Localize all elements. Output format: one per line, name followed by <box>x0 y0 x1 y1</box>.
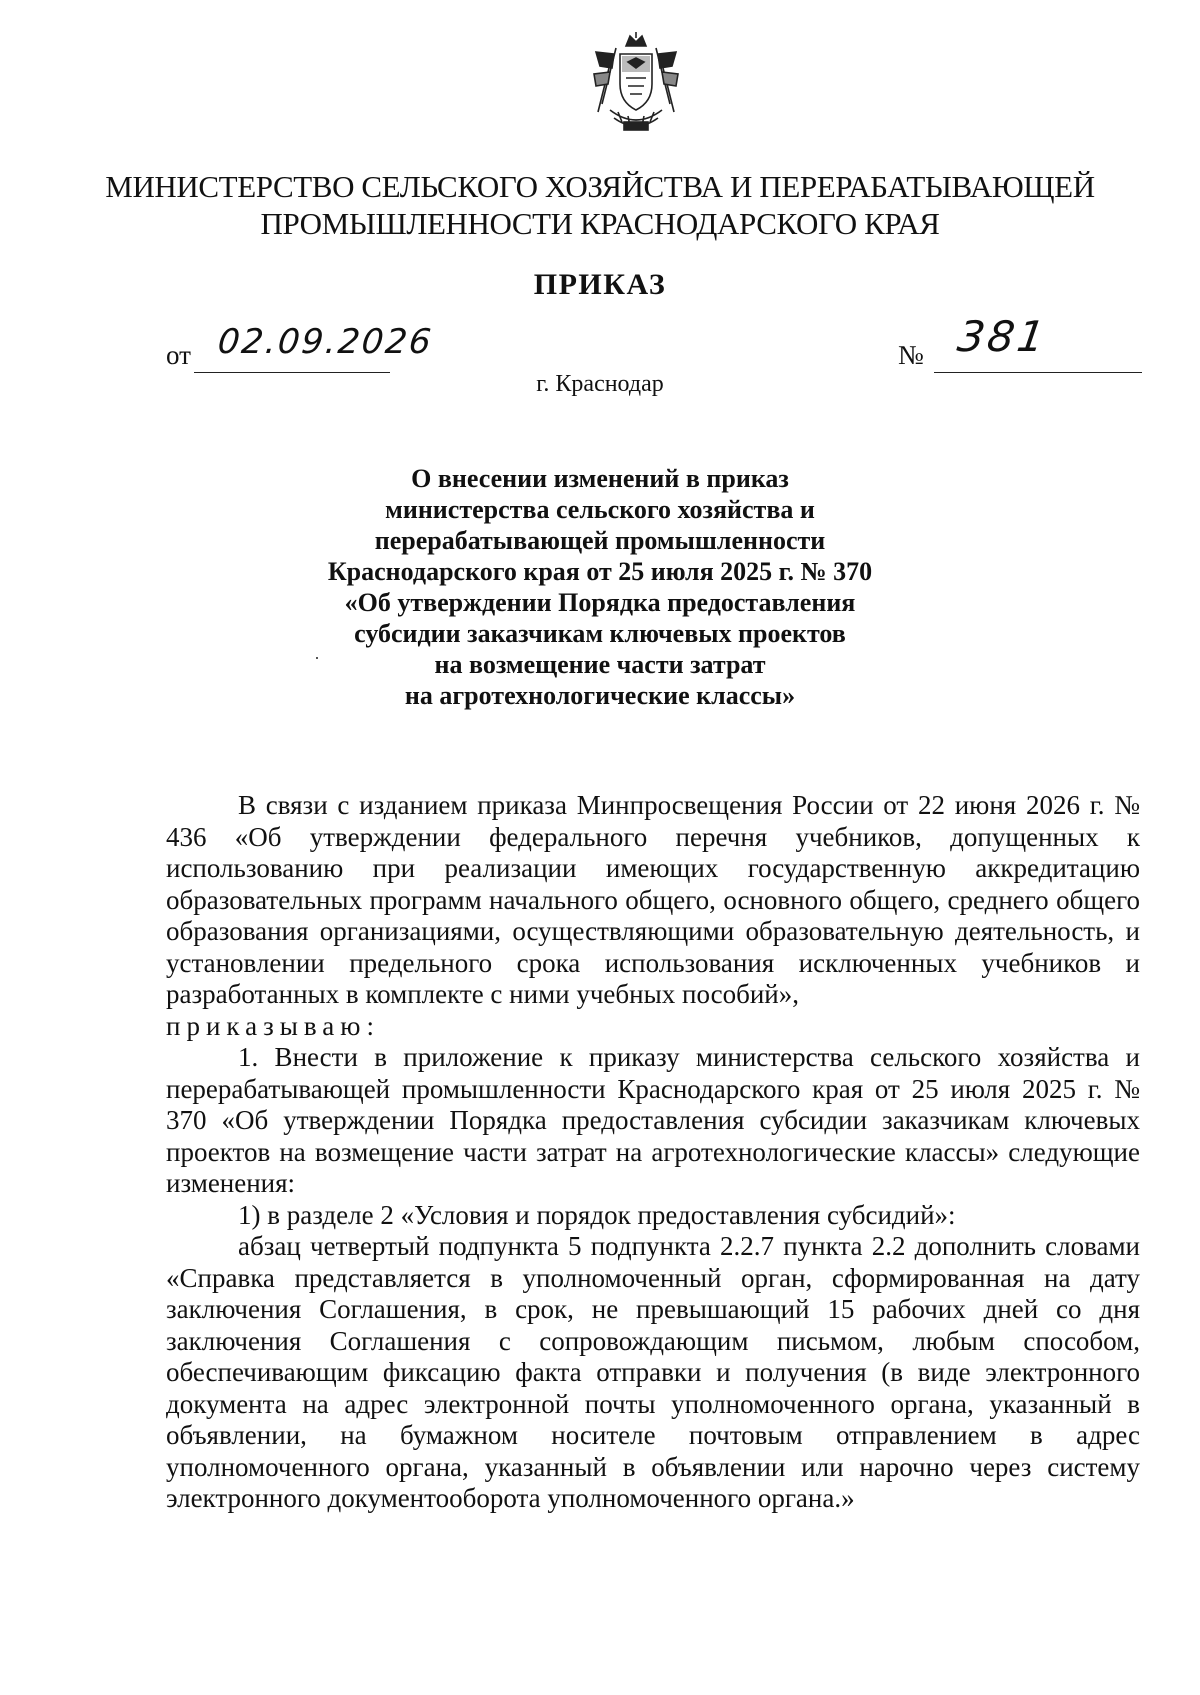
order-subject <box>200 463 1000 711</box>
coat-of-arms-icon <box>588 32 684 136</box>
ministry-name <box>100 168 1100 242</box>
order-word: приказываю: <box>166 1010 380 1041</box>
body-paragraph-item-1: 1. Внести в приложение к приказу министерства сельского хозяйства и перерабатывающей промышленности Краснодарского края от 25 июля 2025 г. № 370 «Об утверждении Порядка предоставления субсидии заказчикам ключевых проектов на возмещение части затрат на агротехнологические классы» следующие изменения: <box>166 1042 1140 1198</box>
number-prefix: № <box>898 340 924 370</box>
ministry-line-2: ПРОМЫШЛЕННОСТИ КРАСНОДАРСКОГО КРАЯ <box>260 206 940 241</box>
order-body <box>166 790 1140 1515</box>
scan-speck <box>316 657 318 659</box>
ministry-line-1: МИНИСТЕРСТВО СЕЛЬСКОГО ХОЗЯЙСТВА И ПЕРЕРАБАТЫВАЮЩЕЙ <box>105 169 1095 204</box>
city: г. Краснодар <box>536 371 664 397</box>
body-paragraph-preamble: В связи с изданием приказа Минпросвещения России от 22 июня 2026 г. № 436 «Об утверждении федерального перечня учебников, допущенных к использованию при реализации имеющих государственную аккредитацию образовательных программ начального общего, основного общего, среднего общего образования организациями, осуществляющими образовательную деятельность, и установлении предельного срока использования исключенных учебников и разработанных в комплекте с ними учебных пособий», <box>166 790 1140 1009</box>
handwritten-date: 02.09.2026 <box>215 322 435 362</box>
body-paragraph-amendment: абзац четвертый подпункта 5 подпункта 2.2.7 пункта 2.2 дополнить словами «Справка представляется в уполномоченный орган, сформированная на дату заключения Соглашения, в срок, не превышающий 15 рабочих дней со дня заключения Соглашения с сопровождающим письмом, любым способом, обеспечивающим фиксацию факта отправки и получения (в виде электронного документа на адрес электронной почты уполномоченного органа, указанный в объявлении, на бумажном носителе почтовым отправлением в адрес уполномоченного органа, указанный в объявлении или нарочно через систему электронного документооборота уполномоченного органа.» <box>166 1231 1140 1513</box>
date-prefix: от <box>166 340 191 370</box>
subject-line: на агротехнологические классы» <box>404 681 796 710</box>
subject-line: министерства сельского хозяйства и <box>385 495 815 524</box>
subject-line: «Об утверждении Порядка предоставления <box>344 588 856 617</box>
document-type: ПРИКАЗ <box>533 268 667 301</box>
order-word-line <box>166 1011 1140 1043</box>
subject-line: Краснодарского края от 25 июля 2025 г. № 370 <box>327 557 873 586</box>
subject-line: на возмещение части затрат <box>434 650 766 679</box>
subject-line: О внесении изменений в приказ <box>411 464 789 493</box>
handwritten-number: 381 <box>954 312 1051 361</box>
body-paragraph-subitem-1: 1) в разделе 2 «Условия и порядок предоставления субсидий»: <box>238 1199 956 1230</box>
subject-line: субсидии заказчикам ключевых проектов <box>354 619 846 648</box>
subject-line: перерабатывающей промышленности <box>374 526 826 555</box>
